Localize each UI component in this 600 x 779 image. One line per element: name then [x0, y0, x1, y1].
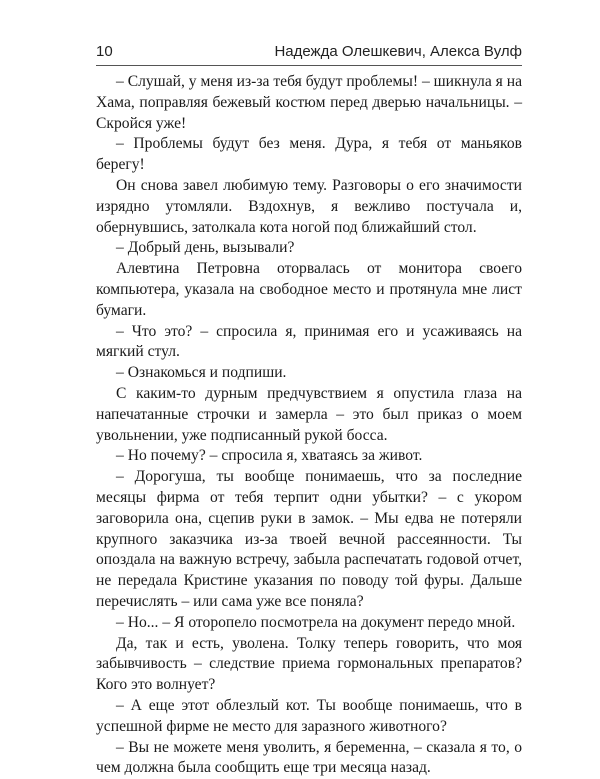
- paragraph: Он снова завел любимую тему. Разговоры о его значимости изрядно утомляли. Вздохнув, я вежливо постучала и, обернувшись, затолкала кота ногой под ближайший стол.: [96, 176, 522, 238]
- paragraph: С каким-то дурным предчувствием я опустила глаза на напечатанные строчки и замерла – это был приказ о моем увольнении, уже подписанный рукой босса.: [96, 384, 522, 446]
- paragraph: – Но почему? – спросила я, хватаясь за живот.: [96, 446, 522, 467]
- paragraph: Да, так и есть, уволена. Толку теперь говорить, что моя забывчивость – следствие приема гормональных препаратов? Кого это волнует?: [96, 634, 522, 696]
- paragraph: – Ознакомься и подпиши.: [96, 363, 522, 384]
- paragraph: – Добрый день, вызывали?: [96, 238, 522, 259]
- page-number: 10: [96, 43, 113, 60]
- paragraph: – Вы не можете меня уволить, я беременна, – сказала я то, о чем должна была сообщить еще три месяца назад.: [96, 738, 522, 779]
- paragraph: – Дорогуша, ты вообще понимаешь, что за последние месяцы фирма от тебя терпит одни убытки? – с укором заговорила она, сцепив руки в замок. – Мы едва не потеряли крупного заказчика из-за твоей вечной рассеянности. Ты опоздала на важную встречу, забыла распечатать годовой отчет, не передала Кристине указания по поводу той фуры. Дальше перечислять – или сама уже все поняла?: [96, 467, 522, 613]
- paragraph: – Проблемы будут без меня. Дура, я тебя от маньяков берегу!: [96, 134, 522, 176]
- paragraph: Алевтина Петровна оторвалась от монитора своего компьютера, указала на свободное место и протянула мне лист бумаги.: [96, 259, 522, 321]
- paragraph: – Но... – Я оторопело посмотрела на документ передо мной.: [96, 613, 522, 634]
- paragraph: – А еще этот облезлый кот. Ты вообще понимаешь, что в успешной фирме не место для заразного животного?: [96, 696, 522, 738]
- body-text: [96, 72, 522, 779]
- running-title: Надежда Олешкевич, Алекса Вулф: [274, 43, 522, 60]
- header-rule: [96, 65, 522, 66]
- paragraph: – Что это? – спросила я, принимая его и усаживаясь на мягкий стул.: [96, 322, 522, 364]
- paragraph: – Слушай, у меня из-за тебя будут проблемы! – шикнула я на Хама, поправляя бежевый костюм перед дверью начальницы. – Скройся уже!: [96, 72, 522, 134]
- page-header: [96, 38, 522, 60]
